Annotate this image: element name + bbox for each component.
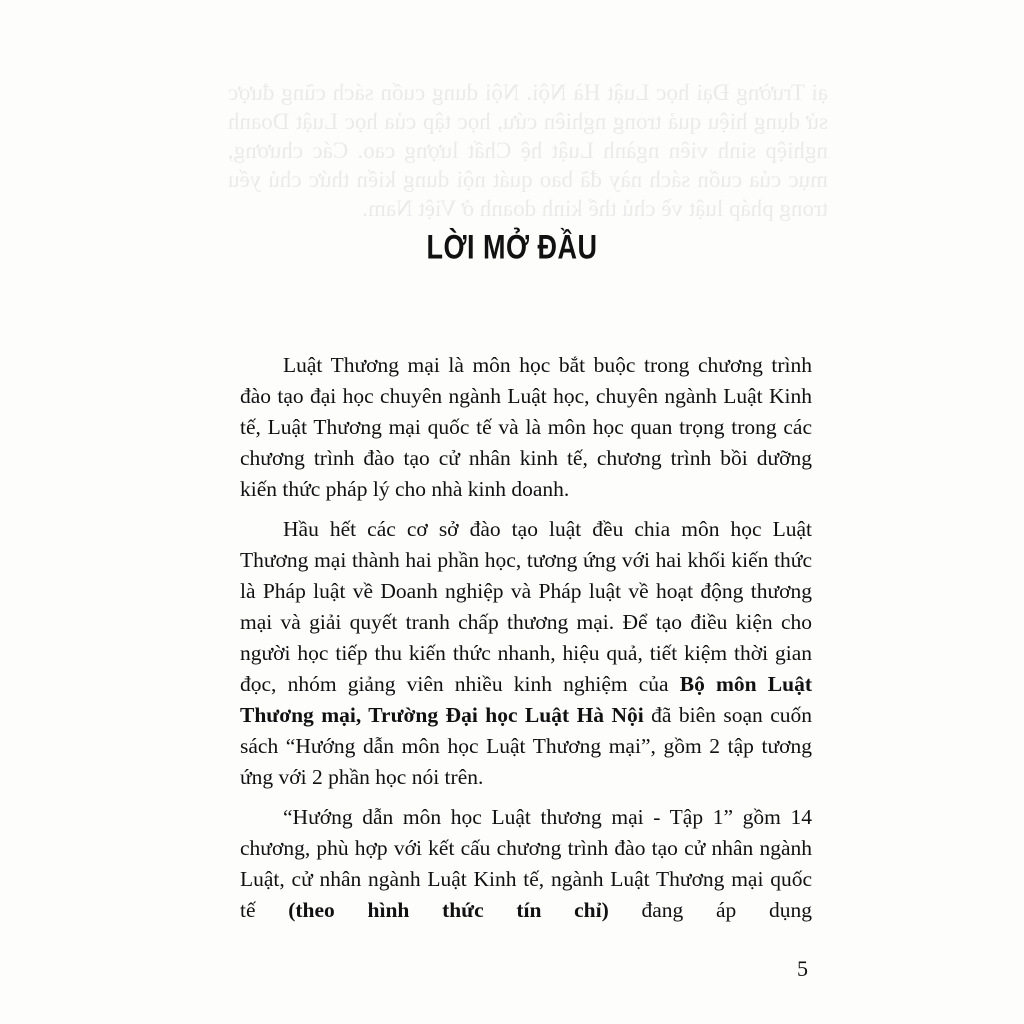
page-title: LỜI MỞ ĐẦU <box>426 228 598 267</box>
body-text <box>240 350 812 935</box>
paragraph-2-text-b: đã biên soạn cuốn sách “Hướng dẫn môn học Luật Thương mại”, gồm 2 tập tương ứng với 2 phần học nói trên. <box>240 703 812 789</box>
paragraph-2-bold: Bộ môn Luật Thương mại, Trường Đại học Luật Hà Nội <box>240 672 812 727</box>
paragraph-3-text-a: “Hướng dẫn môn học Luật thương mại - Tập 1” gồm 14 chương, phù hợp với kết cấu chương trình đào tạo cử nhân ngành Luật, cử nhân ngành Luật Kinh tế, ngành Luật Thương mại quốc tế <box>240 805 812 922</box>
paragraph-3 <box>240 802 812 926</box>
paragraph-2 <box>240 514 812 793</box>
page-number: 5 <box>797 956 808 981</box>
paragraph-1: Luật Thương mại là môn học bắt buộc trong chương trình đào tạo đại học chuyên ngành Luật học, chuyên ngành Luật Kinh tế, Luật Thương mại quốc tế và là môn học quan trọng trong các chương trình đào tạo cử nhân kinh tế, chương trình bồi dưỡng kiến thức pháp lý cho nhà kinh doanh. <box>240 353 812 501</box>
paragraph-3-text-b: đang áp dụng <box>608 898 812 922</box>
paragraph-3-bold: (theo hình thức tín chỉ) <box>288 898 609 922</box>
bleed-through-text: ại Trường Đại học Luật Hà Nội. Nội dung cuốn sách cũng được sử dụng hiệu quả trong nghiên cứu, học tập của học Luật Doanh nghiệp sinh viên ngành Luật hệ Chất lượng cao. Các chương, mục của cuốn sách này đã bao quát nội dung kiến thức chủ yếu trong pháp luật về chủ thể kinh doanh ở Việt Nam. <box>228 80 828 221</box>
paragraph-2-text-a: Hầu hết các cơ sở đào tạo luật đều chia môn học Luật Thương mại thành hai phần học, tương ứng với hai khối kiến thức là Pháp luật về Doanh nghiệp và Pháp luật về hoạt động thương mại và giải quyết tranh chấp thương mại. Để tạo điều kiện cho người học tiếp thu kiến thức nhanh, hiệu quả, tiết kiệm thời gian đọc, nhóm giảng viên nhiều kinh nghiệm của <box>240 517 812 696</box>
